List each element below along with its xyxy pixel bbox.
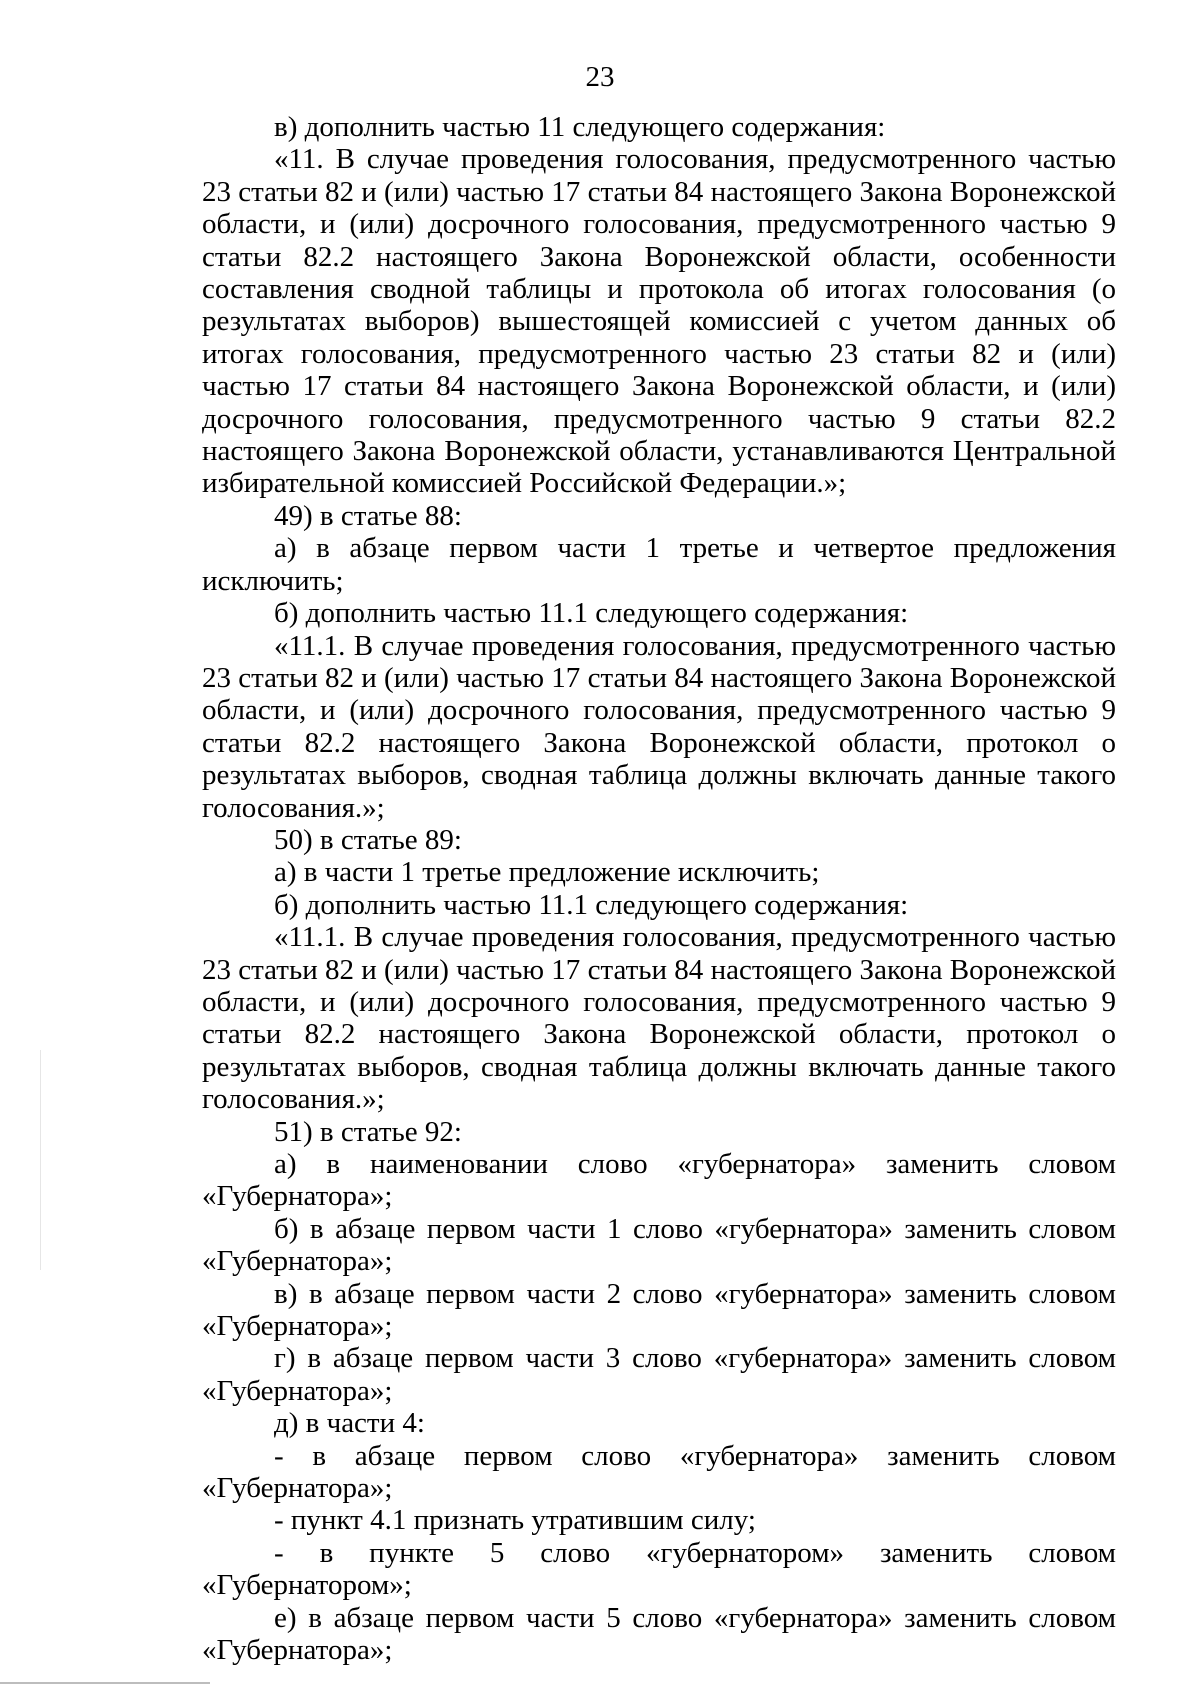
paragraph: - в пункте 5 слово «губернатором» заменить словом «Губернатором»;: [202, 1536, 1116, 1602]
scan-bottom-mark: [0, 1682, 210, 1684]
paragraph: а) в части 1 третье предложение исключить;: [274, 856, 820, 889]
document-body: [202, 111, 1116, 1667]
paragraph: в) дополнить частью 11 следующего содержания:: [274, 111, 886, 143]
paragraph: «11.1. В случае проведения голосования, предусмотренного частью 23 статьи 82 и (или) частью 17 статьи 84 настоящего Закона Воронежской области, и (или) досрочного голосования, предусмотренного частью 9 статьи 82.2 настоящего Закона Воронежской области, протокол о результатах выборов, сводная таблица должны включать данные такого голосования.»;: [202, 629, 1116, 824]
paragraph: 49) в статье 88:: [274, 499, 462, 532]
paragraph: б) в абзаце первом части 1 слово «губернатора» заменить словом «Губернатора»;: [202, 1212, 1116, 1278]
paragraph: а) в наименовании слово «губернатора» заменить словом «Губернатора»;: [202, 1148, 1116, 1213]
paragraph: г) в абзаце первом части 3 слово «губернатора» заменить словом «Губернатора»;: [202, 1342, 1116, 1407]
paragraph: «11.1. В случае проведения голосования, предусмотренного частью 23 статьи 82 и (или) частью 17 статьи 84 настоящего Закона Воронежской области, и (или) досрочного голосования, предусмотренного частью 9 статьи 82.2 настоящего Закона Воронежской области, протокол о результатах выборов, сводная таблица должны включать данные такого голосования.»;: [202, 921, 1116, 1116]
paragraph: д) в части 4:: [274, 1407, 425, 1440]
paragraph: - в абзаце первом слово «губернатора» заменить словом «Губернатора»;: [202, 1439, 1116, 1505]
paragraph: 50) в статье 89:: [274, 823, 462, 856]
page-number: 23: [585, 61, 615, 93]
paragraph: - пункт 4.1 признать утратившим силу;: [274, 1504, 756, 1537]
scan-margin-line: [40, 1050, 41, 1270]
paragraph: б) дополнить частью 11.1 следующего содержания:: [274, 888, 909, 921]
paragraph: в) в абзаце первом части 2 слово «губернатора» заменить словом «Губернатора»;: [202, 1277, 1116, 1343]
paragraph: «11. В случае проведения голосования, предусмотренного частью 23 статьи 82 и (или) частью 17 статьи 84 настоящего Закона Воронежской области, и (или) досрочного голосования, предусмотренного частью 9 статьи 82.2 настоящего Закона Воронежской области, особенности составления сводной таблицы и протокола об итогах голосования (о результатах выборов) вышестоящей комиссией с учетом данных об итогах голосования, предусмотренного частью 23 статьи 82 и (или) частью 17 статьи 84 настоящего Закона Воронежской области, и (или) досрочного голосования, предусмотренного частью 9 статьи 82.2 настоящего Закона Воронежской области, устанавливаются Центральной избирательной комиссией Российской Федерации.»;: [202, 143, 1116, 500]
paragraph: а) в абзаце первом части 1 третье и четвертое предложения исключить;: [202, 532, 1116, 597]
paragraph: б) дополнить частью 11.1 следующего содержания:: [274, 597, 909, 630]
paragraph: 51) в статье 92:: [274, 1115, 462, 1148]
paragraph: е) в абзаце первом части 5 слово «губернатора» заменить словом «Губернатора»;: [202, 1601, 1116, 1667]
